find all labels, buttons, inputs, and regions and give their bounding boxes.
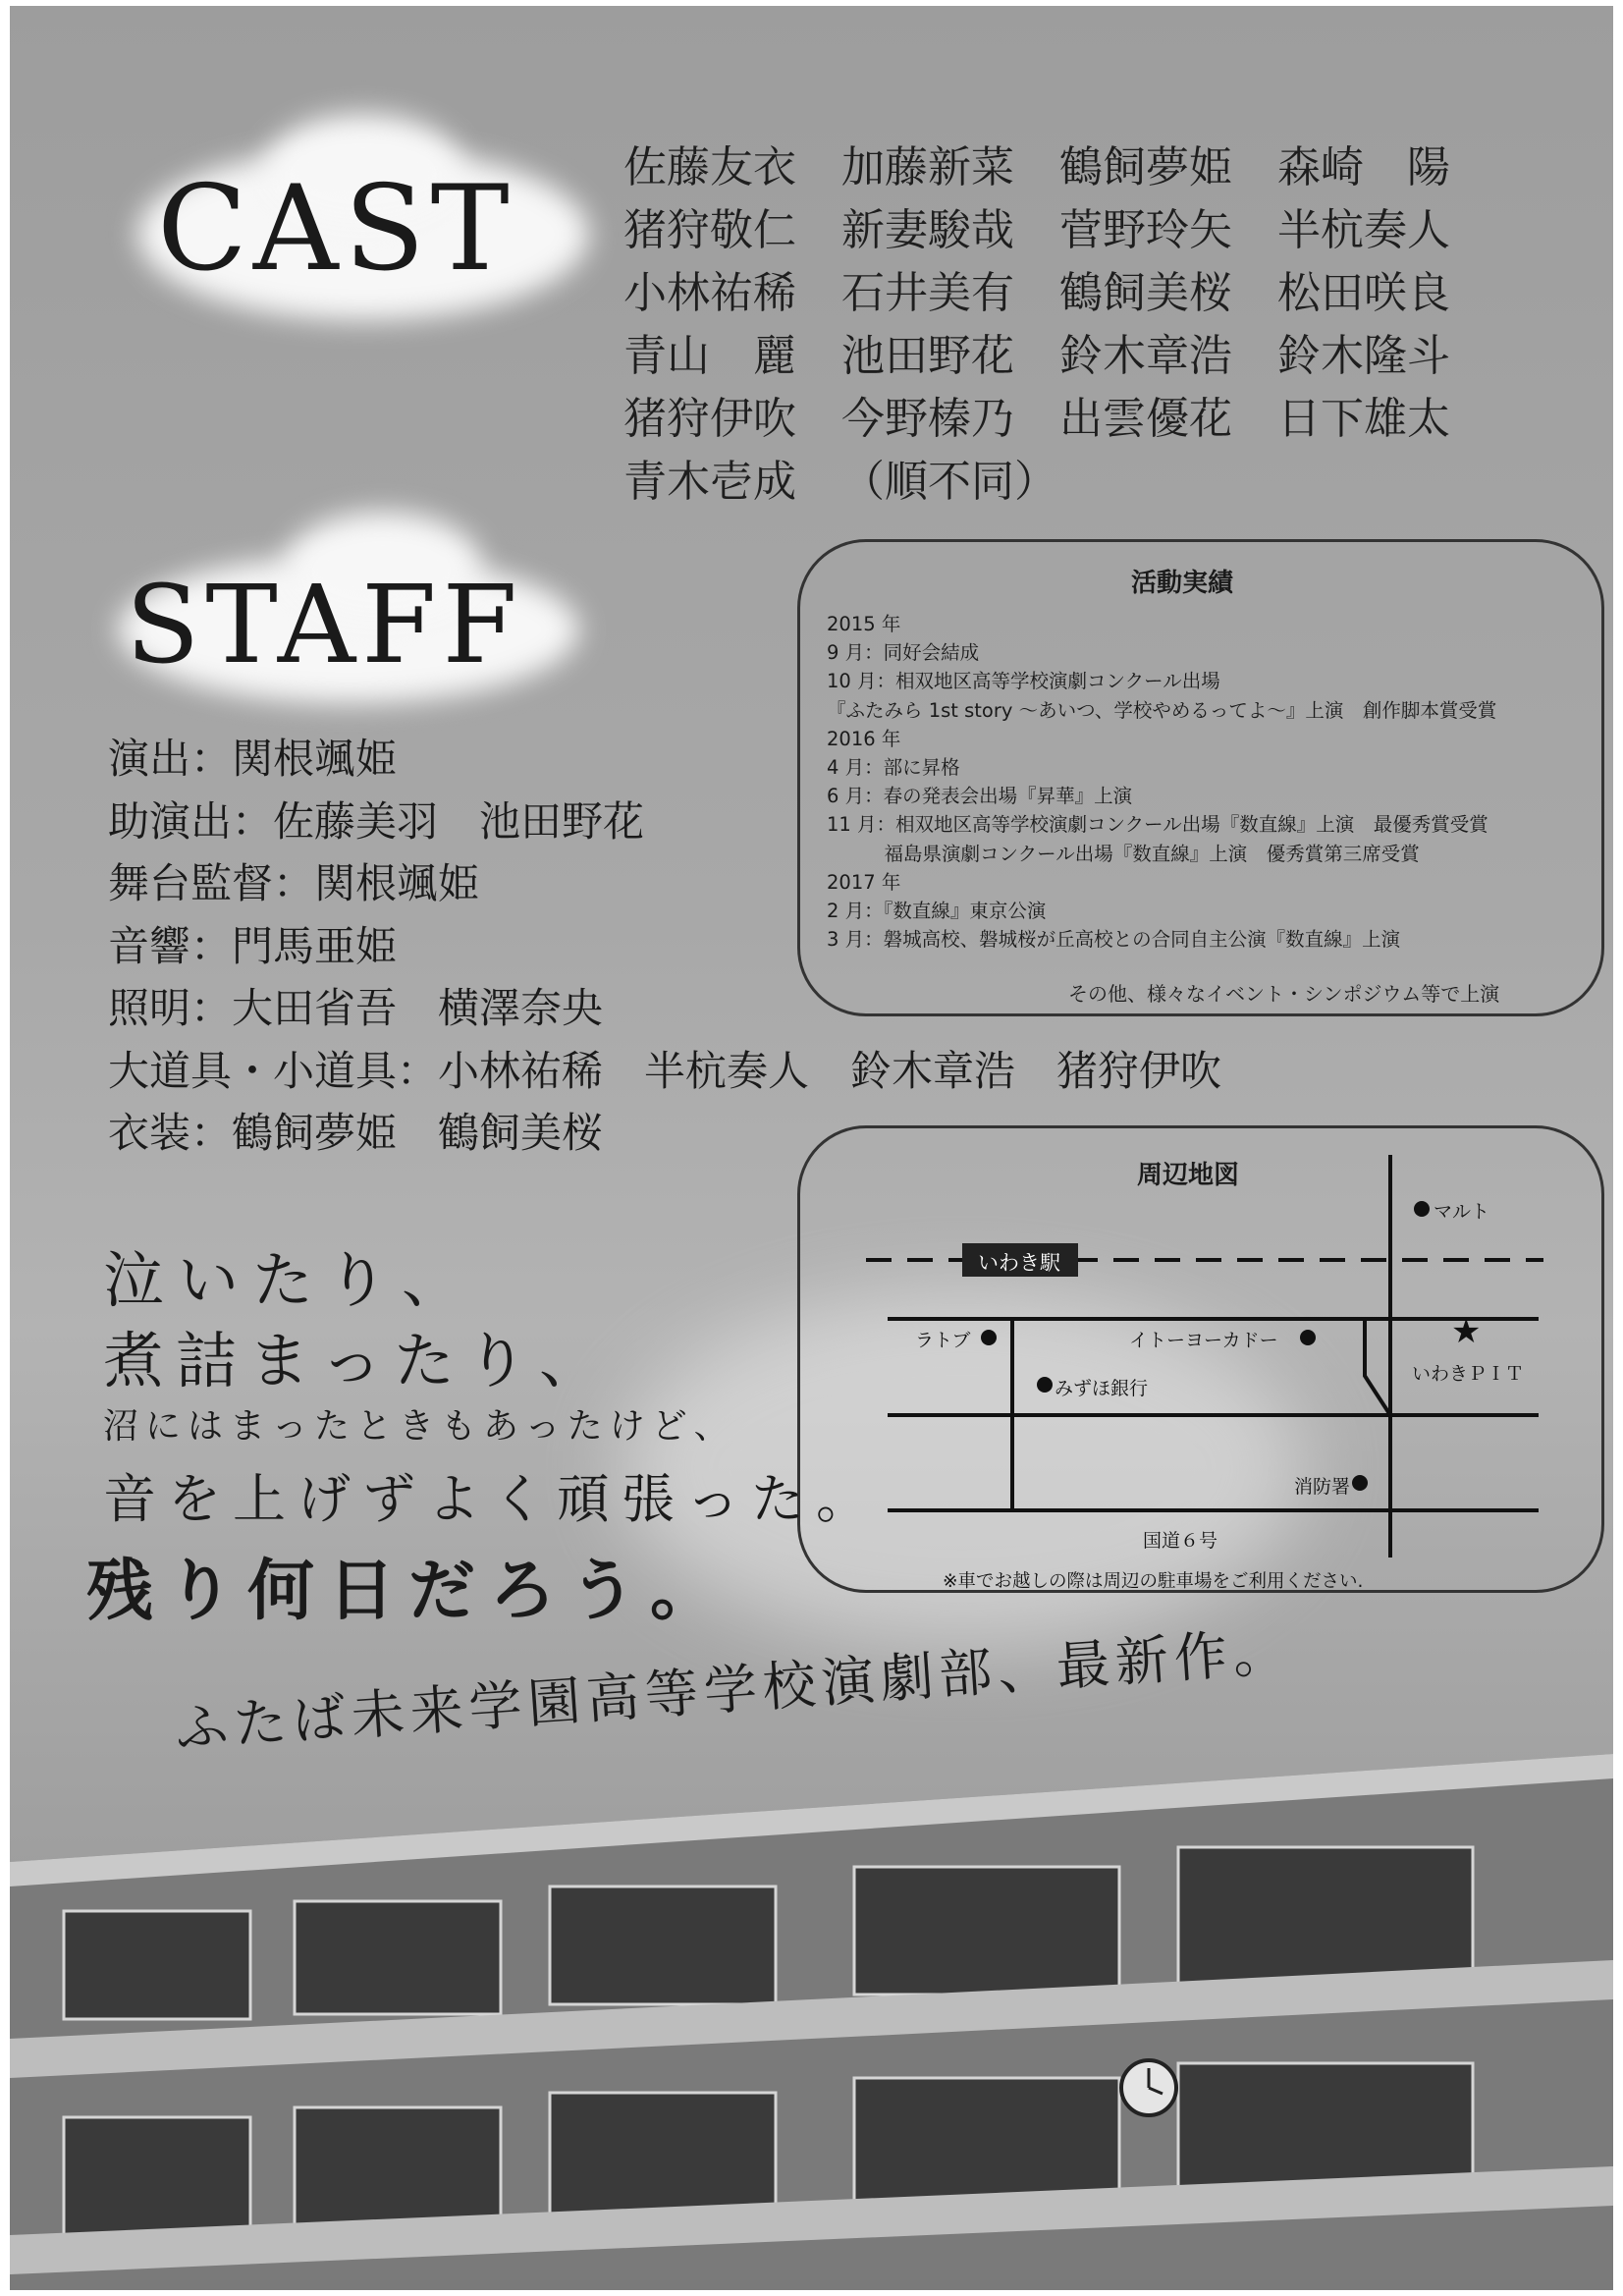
- achievement-line: 11 月：相双地区高等学校演劇コンクール出場『数直線』上演 最優秀賞受賞: [827, 813, 1488, 837]
- staff-assistant-director: 助演出：佐藤美羽 池田野花: [108, 796, 645, 846]
- iwaki-pit-label: いわきＰＩＴ: [1412, 1363, 1525, 1385]
- mizuho-dot: [1037, 1377, 1053, 1393]
- fire-station-dot: [1352, 1475, 1368, 1491]
- school-building-photo: [10, 1675, 1613, 2290]
- cast-name: 鈴木隆斗: [1277, 331, 1450, 381]
- mizuho-label: みずほ銀行: [1055, 1378, 1149, 1399]
- cast-name: 鶴飼夢姫: [1059, 142, 1232, 192]
- achievement-line: 『ふたみら 1st story ～あいつ、学校やめるってよ～』上演 創作脚本賞受賞: [827, 698, 1497, 722]
- tagline-line-6: ふたば未来学園高等学校演劇部、最新作。: [173, 1619, 1294, 1760]
- achievement-line: 2 月：『数直線』東京公演: [827, 900, 1047, 923]
- cast-name: 菅野玲矢: [1059, 205, 1232, 255]
- cast-name: 半杭奏人: [1277, 205, 1450, 255]
- cast-name: 猪狩伊吹: [623, 394, 796, 444]
- cast-name: 青山 麗: [623, 331, 796, 381]
- achievements-footer: その他、様々なイベント・シンポジウム等で上演: [1068, 982, 1500, 1006]
- achievement-line: 10 月：相双地区高等学校演劇コンクール出場: [827, 670, 1220, 693]
- staff-lighting: 照明：大田省吾 横澤奈央: [108, 984, 604, 1032]
- station-label: いわき駅: [978, 1251, 1060, 1275]
- cast-name: 今野榛乃: [841, 394, 1014, 444]
- staff-sound: 音響：門馬亜姫: [108, 921, 398, 970]
- itoyokado-dot: [1300, 1330, 1316, 1345]
- route6-label: 国道６号: [1143, 1530, 1218, 1552]
- cast-name: 佐藤友衣: [623, 142, 796, 192]
- cast-name: 青木壱成: [623, 457, 796, 507]
- cast-name: 小林祐稀: [623, 268, 796, 318]
- tagline-line-3: 沼にはまったときもあったけど、: [103, 1406, 736, 1447]
- achievement-line: 福島県演劇コンクール出場『数直線』上演 優秀賞第三席受賞: [827, 842, 1420, 865]
- tagline-line-5: 残り何日だろう。: [86, 1553, 731, 1630]
- achievements-title: 活動実績: [1131, 569, 1234, 598]
- itoyokado-label: イトーヨーカドー: [1129, 1330, 1278, 1351]
- flyer-back: [10, 6, 1613, 2290]
- cast-name: 新妻駿哉: [841, 205, 1014, 255]
- fire-station-label: 消防署: [1294, 1476, 1351, 1498]
- achievements-list: [827, 610, 1496, 954]
- staff-director: 演出：関根颯姫: [108, 735, 398, 783]
- staff-props: 大道具・小道具：小林祐稀 半杭奏人 鈴木章浩 猪狩伊吹: [108, 1046, 1222, 1095]
- tagline-line-4: 音を上げずよく頑張った。: [103, 1468, 881, 1530]
- ratobu-dot: [981, 1330, 997, 1345]
- cast-name: 猪狩敬仁: [623, 205, 796, 255]
- cast-name: 森崎 陽: [1277, 142, 1450, 192]
- achievement-line: 6 月：春の発表会出場『昇華』上演: [827, 785, 1133, 808]
- cast-name: 鶴飼美桜: [1059, 268, 1232, 318]
- ratobu-label: ラトブ: [915, 1330, 971, 1351]
- staff-costume: 衣装：鶴飼夢姫 鶴飼美桜: [108, 1109, 604, 1157]
- cast-list: [623, 143, 1495, 507]
- maruto-dot: [1414, 1201, 1430, 1217]
- cast-name: 出雲優花: [1059, 394, 1232, 444]
- map-title: 周辺地図: [1137, 1161, 1240, 1190]
- cast-name: 日下雄太: [1277, 394, 1450, 444]
- tagline-line-2: 煮詰まったり、: [103, 1325, 613, 1396]
- road: [1365, 1319, 1390, 1415]
- achievement-line: 2015 年: [827, 613, 901, 635]
- cast-name-order-note: （順不同）: [841, 457, 1057, 507]
- tagline-line-1: 泣いたり、: [103, 1244, 477, 1316]
- staff-heading: STAFF: [126, 562, 523, 687]
- cast-name: 鈴木章浩: [1059, 331, 1232, 381]
- achievement-line: 2017 年: [827, 870, 901, 894]
- cast-name: 石井美有: [841, 268, 1014, 318]
- cast-name: 松田咲良: [1277, 268, 1450, 318]
- cast-heading: CAST: [157, 161, 515, 298]
- maruto-label: マルト: [1434, 1201, 1490, 1223]
- achievement-line: 9 月：同好会結成: [827, 641, 980, 665]
- cast-name: 加藤新菜: [841, 142, 1014, 192]
- achievement-line: 3 月：磐城高校、磐城桜が丘高校との合同自主公演『数直線』上演: [827, 928, 1401, 952]
- achievement-line: 2016 年: [827, 727, 901, 750]
- staff-stage-manager: 舞台監督：関根颯姫: [108, 859, 480, 907]
- map-note: ※車でお越しの際は周辺の駐車場をご利用ください.: [943, 1571, 1364, 1592]
- star-icon: ★: [1451, 1312, 1482, 1351]
- cast-name: 池田野花: [841, 331, 1014, 381]
- achievement-line: 4 月：部に昇格: [827, 756, 960, 780]
